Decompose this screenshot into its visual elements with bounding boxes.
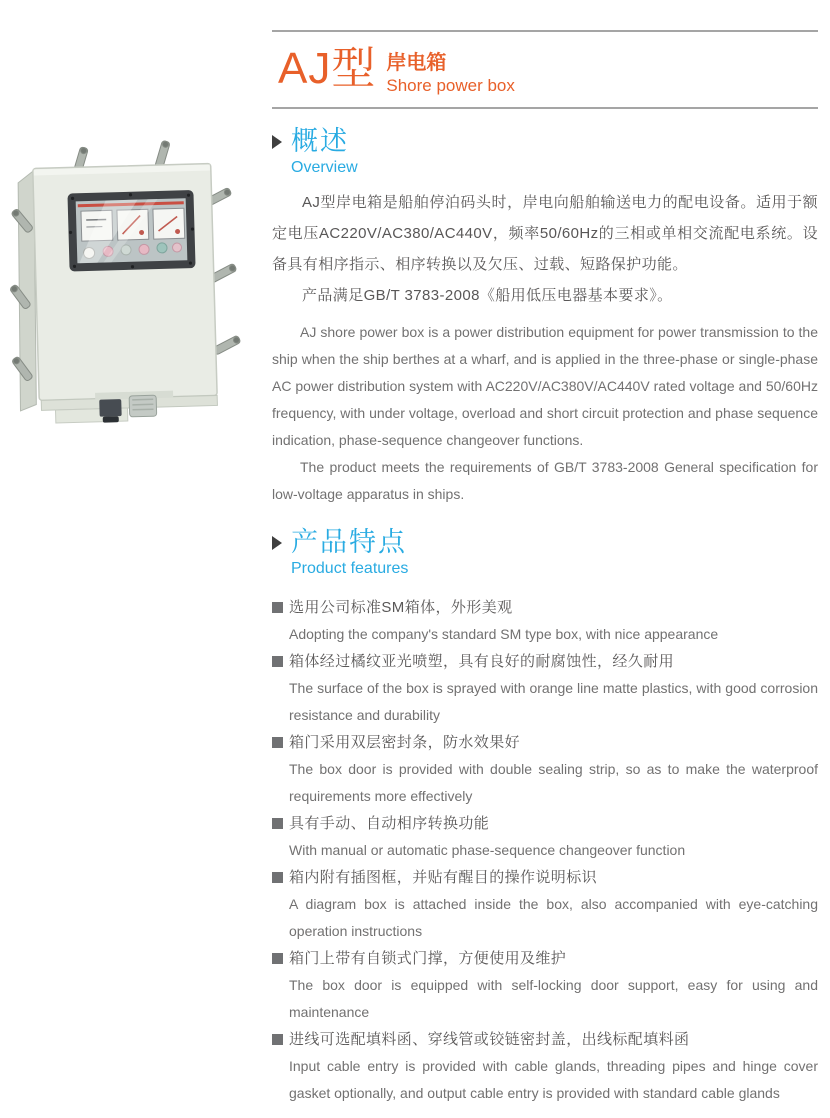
overview-heading-zh: 概述	[291, 126, 349, 156]
overview-chinese-text	[272, 187, 818, 311]
feature-text-en: With manual or automatic phase-sequence changeover function	[289, 842, 686, 858]
features-heading	[272, 527, 818, 579]
section-arrow-icon	[272, 135, 282, 149]
overview-heading-en: Overview	[291, 159, 358, 176]
overview-heading	[272, 126, 818, 178]
feature-item	[272, 729, 818, 810]
product-subtitle	[386, 51, 515, 97]
feature-item	[272, 810, 818, 864]
feature-text-en: Input cable entry is provided with cable glands, threading pipes and hinge cover gasket optionally, and output cable entry is provided with standard cable glands	[289, 1058, 818, 1101]
overview-english-text	[272, 319, 818, 508]
section-arrow-icon	[272, 536, 282, 550]
feature-item	[272, 945, 818, 1026]
product-subtitle-en: Shore power box	[386, 76, 515, 95]
product-photo	[8, 134, 266, 454]
feature-item	[272, 864, 818, 945]
shore-power-box-photo	[8, 134, 266, 454]
feature-text-zh: 箱门上带有自锁式门撑，方便使用及维护	[289, 950, 567, 967]
bullet-square-icon	[272, 656, 283, 667]
features-section	[272, 527, 818, 1107]
bullet-square-icon	[272, 1034, 283, 1045]
feature-text-zh: 具有手动、自动相序转换功能	[289, 815, 490, 832]
overview-paragraph-en: AJ shore power box is a power distribution equipment for power transmission to the ship when the ship berthes at a wharf, and is applied in the three-phase or single-phase AC power distribution system with AC220V/AC380V/AC440V rated voltage and 50/60Hz frequency, with under voltage, overload and short circuit protection and phase sequence indication, phase-sequence changeover functions.	[272, 324, 818, 448]
bullet-square-icon	[272, 602, 283, 613]
feature-item	[272, 1026, 818, 1107]
top-divider	[272, 30, 818, 32]
feature-text-zh: 进线可选配填料函、穿线管或铰链密封盖，出线标配填料函	[289, 1031, 690, 1048]
overview-section	[272, 126, 818, 508]
feature-item	[272, 648, 818, 729]
overview-paragraph-en: The product meets the requirements of GB/T 3783-2008 General specification for low-voltage apparatus in ships.	[272, 459, 818, 502]
feature-text-en: A diagram box is attached inside the box, also accompanied with eye-catching operation instructions	[289, 896, 818, 939]
feature-text-zh: 选用公司标准SM箱体，外形美观	[289, 599, 513, 616]
features-heading-en: Product features	[291, 560, 409, 577]
bullet-square-icon	[272, 953, 283, 964]
bullet-square-icon	[272, 737, 283, 748]
feature-item	[272, 594, 818, 648]
bullet-square-icon	[272, 872, 283, 883]
product-model: AJ型	[278, 44, 377, 93]
feature-text-en: The box door is provided with double sealing strip, so as to make the waterproof requirements more effectively	[289, 761, 818, 804]
overview-paragraph-zh: 产品满足GB/T 3783-2008《船用低压电器基本要求》。	[302, 287, 673, 304]
feature-text-zh: 箱体经过橘纹亚光喷塑，具有良好的耐腐蚀性，经久耐用	[289, 653, 675, 670]
features-heading-zh: 产品特点	[291, 527, 407, 557]
overview-paragraph-zh: AJ型岸电箱是船舶停泊码头时，岸电向船舶输送电力的配电设备。适用于额定电压AC220V/AC380/AC440V，频率50/60Hz的三相或单相交流配电系统。设备具有相序指示、相序转换以及欠压、过载、短路保护功能。	[272, 194, 818, 273]
bullet-square-icon	[272, 818, 283, 829]
product-title-block	[278, 42, 515, 97]
feature-text-zh: 箱内附有插图框，并贴有醒目的操作说明标识	[289, 869, 598, 886]
feature-text-en: Adopting the company's standard SM type box, with nice appearance	[289, 626, 719, 642]
feature-text-en: The box door is equipped with self-locking door support, easy for using and maintenance	[289, 977, 818, 1020]
title-divider	[272, 107, 818, 109]
feature-text-zh: 箱门采用双层密封条，防水效果好	[289, 734, 521, 751]
product-subtitle-zh: 岸电箱	[386, 52, 447, 74]
feature-text-en: The surface of the box is sprayed with orange line matte plastics, with good corrosion resistance and durability	[289, 680, 818, 723]
features-list	[272, 594, 818, 1107]
